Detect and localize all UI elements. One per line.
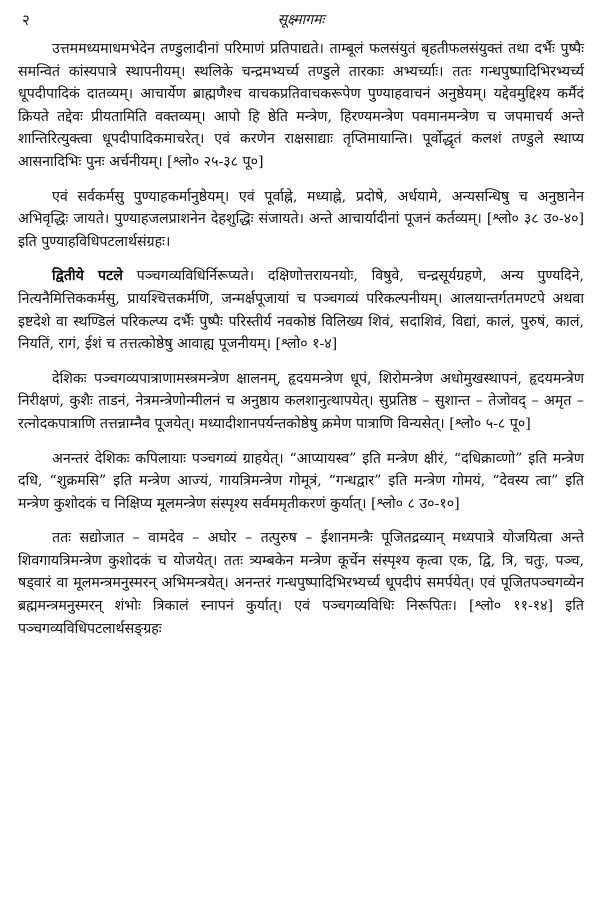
page-number: २ xyxy=(22,11,30,29)
paragraph-text: एवं सर्वकर्मसु पुण्याहकर्मानुष्ठेयम्। एवं पूर्वाह्ने, मध्याह्ने, प्रदोषे, अर्धयामे, अन्यसन्धिषु च अनुष्ठानेन अभिवृद्धिः जायते। पुण्याहजलप्राशनेन देहशुद्धिः संजायते। अन्ते आचार्यादीनां पूजनं कर्तव्यम्। [श्लो० ३८ उ०-४०] इति पुण्याहविधिपटलार्थसंग्रहः। xyxy=(18,188,584,250)
paragraph-4 xyxy=(18,368,584,436)
paragraph-text: उत्तममध्यमाधमभेदेन तण्डुलादीनां परिमाणं प्रतिपाद्यते। ताम्बूलं फलसंयुतं बृहतीफलसंयुक्तं तथा दर्भैः पुष्पैः समन्वितं कांस्यपात्रे स्थापनीयम्। स्थलिके चन्द्रमभ्यर्च्य तण्डुले तारकाः अभ्यर्च्याः। ततः गन्धपुष्पादिभिरभ्यर्च्य धूपदीपादिकं दातव्यम्। आचार्येण ब्राह्मणैश्च वाचकप्रतिवाचकरूपेण पुण्याहवाचनं अनुष्ठेयम्। यद्देवमुद्दिश्य कर्मैदं क्रियते तद्देवः प्रीयतामिति वक्तव्यम्। आपो हि ष्ठेति मन्त्रेण, हिरण्यमन्त्रेण पवमानमन्त्रेण च जपमाचर्य अन्ते शान्तिरित्युक्त्वा धूपदीपादिकमाचरेत्। एवं करणेन राक्षसाद्याः तृप्तिमायान्ति। पूर्वोद्धृतं कलशं तण्डुले स्थाप्य आसनादिभिः पुनः अर्चनीयम्। [श्लो० २५-३८ पू०] xyxy=(18,41,584,170)
paragraph-lead: द्वितीये पटले xyxy=(52,268,123,285)
paragraph-6 xyxy=(18,527,584,640)
paragraph-1 xyxy=(18,38,584,174)
paragraph-5 xyxy=(18,448,584,516)
running-title: सूक्ष्मागमः xyxy=(277,12,325,28)
paragraph-text: ततः सद्योजात – वामदेव – अघोर – तत्पुरुष – ईशानमन्त्रैः पूजितद्रव्यान् मध्यपात्रे योजयित्वा अन्ते शिवगायत्रिमन्त्रेण कुशोदकं च योजयेत्। ततः त्र्यम्बकेन मन्त्रेण कूर्चेन संस्पृश्य कृत्वा एक, द्वि, त्रि, चतुः, पञ्च, षड्वारं वा मूलमन्त्रमनुस्मरन् अभिमन्त्रयेत्। अनन्तरं गन्धपुष्पादिभिरभ्यर्च्य धूपदीपं समर्पयेत्। एवं पूजितपञ्चगव्येन ब्रह्ममन्त्रमनुस्मरन् शंभोः त्रिकालं स्नापनं कुर्यात्। एवं पञ्चगव्यविधिः निरूपितः। [श्लो० ११-१४] इति पञ्चगव्यविधिपटलार्थसङ्ग्रहः xyxy=(18,530,584,637)
paragraph-text: पञ्चगव्यविधिर्निरूप्यते। दक्षिणोत्तरायनयोः, विषुवे, चन्द्रसूर्यग्रहणे, अन्य पुण्यदिने, नित्यनैमित्तिककर्मसु, प्रायश्चित्तकर्मणि, जन्मर्क्षपूजायां च पञ्चगव्यं परिकल्पनीयम्। आलयान्तर्गतमण्टपे अथवा इष्टदेशे वा स्थण्डिलं परिकल्प्य दर्भैः पुष्पैः परिस्तीर्य नवकोष्ठं विलिख्य शिवं, सदाशिवं, विद्यां, कालं, पुरुषं, कालं, नियतिं, रागं, ईशं च तत्तत्कोष्ठेषु आवाह्य पूजनीयम्। [श्लो० १-४] xyxy=(18,268,584,353)
paragraph-2 xyxy=(18,186,584,254)
paragraph-3 xyxy=(18,265,584,355)
paragraph-text: देशिकः पञ्चगव्यपात्राणामस्त्रमन्त्रेण क्षालनम्, हृदयमन्त्रेण धूपं, शिरोमन्त्रेण अधोमुखस्थापनं, हृदयमन्त्रेण निरीक्षणं, कुशैः ताडनं, नेत्रमन्त्रेणोन्मीलनं च अनुष्ठाय कलशानुत्थापयेत्। सुप्रतिष्ठ – सुशान्त – तेजोवद् – अमृत – रत्नोदकपात्राणि तत्तन्नाम्नैव पूजयेत्। मध्यादीशानपर्यन्तकोष्ठेषु क्रमेण पात्राणि विन्यसेत्। [श्लो० ५-८ पू०] xyxy=(18,370,584,432)
page-header xyxy=(18,10,584,32)
paragraph-text: अनन्तरं देशिकः कपिलायाः पञ्चगव्यं ग्राहयेत्। “आप्यायस्व” इति मन्त्रेण क्षीरं, “दधिक्राव्णो” इति मन्त्रेण दधि, “शुक्रमसि” इति मन्त्रेण आज्यं, गायत्रिमन्त्रेण गोमूत्रं, “गन्धद्वार” इति मन्त्रेण गोमयं, “देवस्य त्वा” इति मन्त्रेण कुशोदकं च निक्षिप्य मूलमन्त्रेण संस्पृश्य सर्वममृतीकरणं कुर्यात्। [श्लो० ८ उ०-१०] xyxy=(18,450,584,512)
